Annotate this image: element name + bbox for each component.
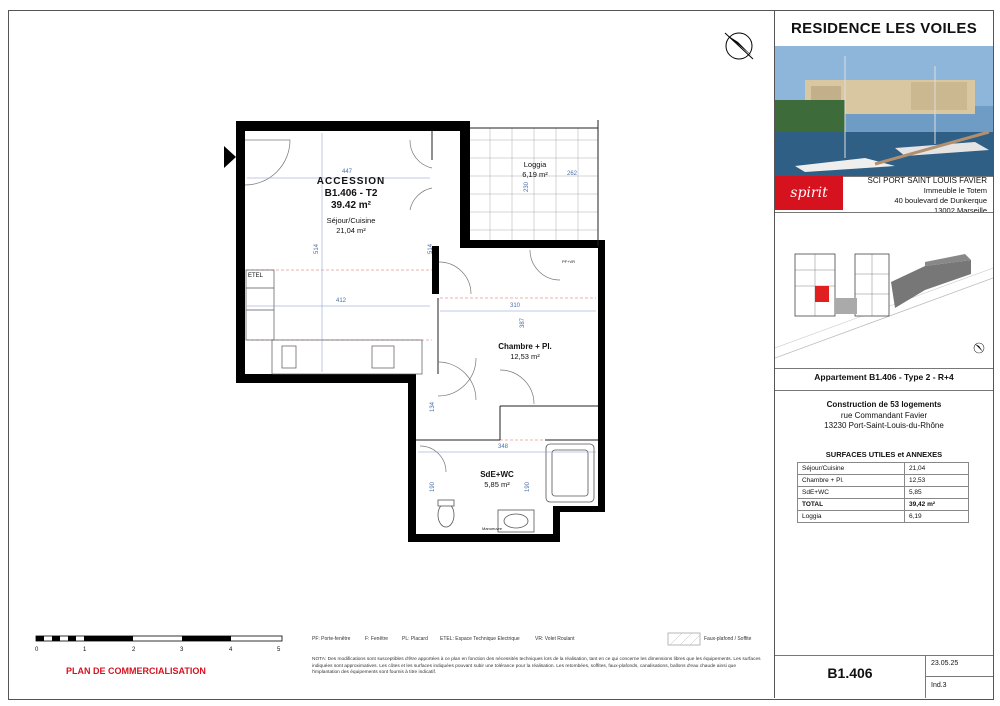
company-address <box>845 176 987 216</box>
scale-tick-4: 4 <box>229 647 233 653</box>
etel-label: ETEL <box>248 273 264 279</box>
room-sejour-name: Séjour/Cuisine <box>326 216 376 225</box>
unit-label: B1.406 - T2 <box>324 188 378 199</box>
construction-city: 13230 Port-Saint-Louis-du-Rhône <box>824 421 944 430</box>
legend-pl: PL: Placard <box>402 636 428 642</box>
sheet-date: 23.05.25 <box>931 660 959 667</box>
table-row: SdE+WC 5,85 <box>798 487 969 499</box>
manoeuvre-label: Manoeuvre <box>482 526 503 531</box>
plan-title: PLAN DE COMMERCIALISATION <box>66 666 206 676</box>
room-sde-name: SdE+WC <box>480 470 514 479</box>
residence-title: RESIDENCE LES VOILES <box>790 20 978 37</box>
room-loggia-area: 6,19 m² <box>522 170 548 179</box>
room-loggia-name: Loggia <box>523 160 547 169</box>
apartment-line: Appartement B1.406 - Type 2 - R+4 <box>814 372 954 382</box>
room-sejour-area: 21,04 m² <box>336 226 366 235</box>
construction-street: rue Commandant Favier <box>840 410 928 420</box>
dim-387: 387 <box>520 317 527 329</box>
company-building: Immeuble le Totem <box>923 186 987 195</box>
table-row: Séjour/Cuisine 21,04 <box>798 463 969 475</box>
dim-262: 262 <box>567 171 578 177</box>
dim-514-right: 514 <box>428 243 435 255</box>
legend-faux-plafond: Faux-plafond / Soffite <box>704 636 752 642</box>
unit-area: 39.42 m² <box>330 200 372 211</box>
legend-vr: VR: Volet Roulant <box>535 636 575 642</box>
surfaces-title: SURFACES UTILES et ANNEXES <box>825 450 943 459</box>
key-plan <box>775 238 993 364</box>
dim-190-left: 190 <box>430 481 437 493</box>
table-row: Chambre + Pl. 12,53 <box>798 475 969 487</box>
dim-447: 447 <box>342 169 353 175</box>
sheet-index: Ind.3 <box>931 682 947 689</box>
sheet-code: B1.406 <box>827 665 873 681</box>
table-row: Loggia 6,19 <box>798 511 969 523</box>
residence-photo <box>775 46 993 176</box>
room-sde-area: 5,85 m² <box>484 480 510 489</box>
scale-tick-5: 5 <box>277 647 281 653</box>
construction-info <box>775 400 993 432</box>
dim-348: 348 <box>498 444 509 450</box>
title-block <box>774 10 993 698</box>
dim-190-right: 190 <box>525 481 532 493</box>
pf-vr-label: PF+VR <box>562 259 576 264</box>
spirit-logo: spirit <box>775 176 843 210</box>
scale-tick-2: 2 <box>132 647 136 653</box>
room-chambre-name: Chambre + Pl. <box>498 342 552 351</box>
scale-tick-0: 0 <box>35 647 39 653</box>
accession-label: ACCESSION <box>316 176 386 187</box>
company-city: 13002 Marseille <box>934 206 987 215</box>
company-name: SCI PORT SAINT LOUIS FAVIER <box>867 176 987 185</box>
dim-134: 134 <box>430 401 437 413</box>
dim-514-left: 514 <box>314 243 321 255</box>
scale-tick-3: 3 <box>180 647 184 653</box>
room-chambre-area: 12,53 m² <box>510 352 540 361</box>
construction-title: Construction de 53 logements <box>826 400 942 409</box>
legend-f: F: Fenêtre <box>365 636 389 642</box>
dim-230: 230 <box>524 181 531 193</box>
disclaimer-note: NOTA: Des modifications sont susceptibles d'être apportées à ce plan en fonction des nécessités techniques lors de la réalisation, tant en ce qui concerne les dimensions libres que les équipements. Les surfaces indiquées sont approximatives. Les côtes et les surfaces indiquées pouvant subir une tolérance pour la réalisation. Les retombées, soffites, faux-plafonds, canalisations, ballons d'eau chaude ainsi que l'implantation des équipements sont fournis à titre indicatif. <box>312 657 761 675</box>
scale-tick-1: 1 <box>83 647 87 653</box>
table-row-total: TOTAL 39,42 m² <box>798 499 969 511</box>
dim-412: 412 <box>336 298 347 304</box>
company-street: 40 boulevard de Dunkerque <box>894 196 987 205</box>
dim-310: 310 <box>510 303 521 309</box>
legend-etel: ETEL: Espace Technique Electrique <box>440 636 520 642</box>
surfaces-table <box>797 462 969 523</box>
legend-pf: PF: Porte-fenêtre <box>312 636 351 642</box>
